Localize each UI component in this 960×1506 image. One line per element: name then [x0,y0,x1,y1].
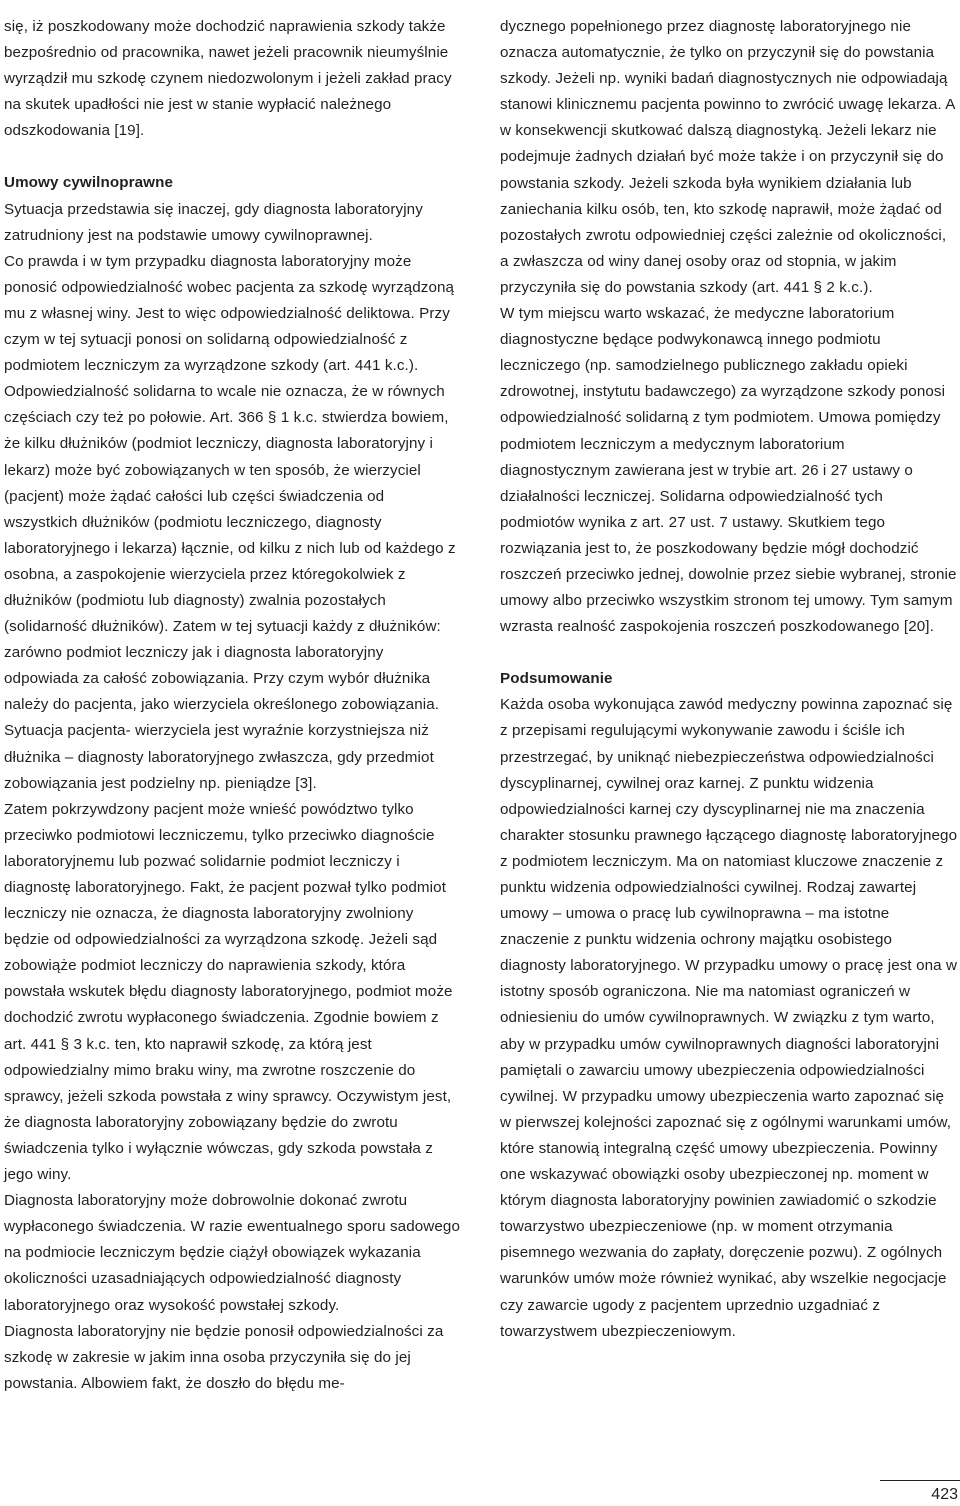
paragraph: Każda osoba wykonująca zawód medyczny powinna zapoznać się z przepisami regulującymi wykonywanie zawodu i ściśle ich przestrzegać, by uniknąć niebezpieczeństwa odpowiedzialności dyscyplinarnej, cywilnej oraz karnej. Z punktu widzenia odpowiedzialności karnej czy dyscyplinarnej nie ma znaczenia charakter stosunku prawnego łączącego diagnostę laboratoryjnego z podmiotem leczniczym. Ma on natomiast kluczowe znaczenie z punktu widzenia odpowiedzialności cywilnej. Rodzaj zawartej umowy – umowa o pracę lub cywilnoprawna – ma istotne znaczenie z punktu widzenia ochrony majątku osobistego diagnosty laboratoryjnego. W przypadku umowy o pracę jest ona w istotny sposób ograniczona. Nie ma natomiast ograniczeń w odniesieniu do umów cywilnoprawnych. W związku z tym warto, aby w przypadku umów cywilnoprawnych diagności laboratoryjni pamiętali o zawarciu umowy ubezpieczenia odpowiedzialności cywilnej. W przypadku umowy ubezpieczenia warto zapoznać się w pierwszej kolejności zapoznać się z ogólnymi warunkami umów, które stanowią integralną część umowy ubezpieczenia. Powinny one wskazywać obowiązki osoby ubezpieczonej np. moment w którym diagnosta laboratoryjny powinien zawiadomić o szkodzie towarzystwo ubezpieczeniowe (np. w moment otrzymania pisemnego wezwania do zapłaty, doręczenie pozwu). Z ogólnych warunków umów może również wynikać, aby wszelkie negocjacje czy zawarcie ugody z pacjentem uprzednio uzgadniać z towarzystwem ubezpieczeniowym. [500,696,958,1340]
paragraph: się, iż poszkodowany może dochodzić naprawienia szkody także bezpośrednio od pracownika, nawet jeżeli pracownik nieumyślnie wyrządził mu szkodę czynem niedozwolonym i jeżeli zakład pracy na skutek upadłości nie jest w stanie wypłacić należnego odszkodowania [19]. [4,18,452,140]
paragraph-gap [4,144,462,170]
paragraph-gap [500,640,958,666]
page-number: 423 [931,1486,958,1503]
left-column [4,14,462,1397]
right-column [500,14,958,1345]
section-heading: Podsumowanie [500,670,613,688]
paragraph: Zatem pokrzywdzony pacjent może wnieść powództwo tylko przeciwko podmiotowi leczniczemu, tylko przeciwko diagnoście laboratoryjnemu lub pozwać solidarnie podmiot leczniczy i diagnostę laboratoryjnego. Fakt, że pacjent pozwał tylko podmiot leczniczy nie oznacza, że diagnosta laboratoryjny zwolniony będzie od odpowiedzialności za wyrządzona szkodę. Jeżeli sąd zobowiąże podmiot leczniczy do naprawienia szkody, która powstała wskutek błędu diagnosty laboratoryjnego, podmiot może dochodzić zwrotu wypłaconego świadczenia. Zgodnie bowiem z art. 441 § 3 k.c. ten, kto naprawił szkodę, za którą jest odpowiedzialny mimo braku winy, ma zwrotne roszczenie do sprawcy, jeżeli szkoda powstała z winy sprawcy. Oczywistym jest, że diagnosta laboratoryjny zobowiązany będzie do zwrotu świadczenia tylko i wyłącznie wówczas, gdy szkoda powstała z jego winy. [4,800,453,1184]
paragraph: W tym miejscu warto wskazać, że medyczne laboratorium diagnostyczne będące podwykonawcą innego podmiotu leczniczego (np. samodzielnego publicznego zakładu opieki zdrowotnej, instytutu badawczego) za wyrządzone szkody ponosi odpowiedzialność solidarną z tym podmiotem. Umowa pomiędzy podmiotem leczniczym a medycznym laboratorium diagnostycznym zawierana jest w trybie art. 26 i 27 ustawy o działalności leczniczej. Solidarna odpowiedzialność tych podmiotów wynika z art. 27 ust. 7 ustawy. Skutkiem tego rozwiązania jest to, że poszkodowany będzie mógł dochodzić roszczeń przeciwko jednej, dowolnie przez siebie wybranej, stronie umowy albo przeciwko wszystkim stronom tej umowy. Tym samym wzrasta realność zaspokojenia roszczeń poszkodowanego [20]. [500,305,957,636]
paragraph: Diagnosta laboratoryjny może dobrowolnie dokonać zwrotu wypłaconego świadczenia. W razie ewentualnego sporu sadowego na podmiocie leczniczym będzie ciążył obowiązek wykazania okoliczności uzasadniających odpowiedzialność diagnosty laboratoryjnego oraz wysokość powstałej szkody. [4,1192,460,1314]
page-number-rule [880,1480,960,1481]
paragraph: dycznego popełnionego przez diagnostę laboratoryjnego nie oznacza automatycznie, że tylko on przyczynił się do powstania szkody. Jeżeli np. wyniki badań diagnostycznych nie odpowiadają stanowi klinicznemu pacjenta powinno to zwrócić uwagę lekarza. A w konsekwencji skutkować dalszą diagnostyką. Jeżeli lekarz nie podejmuje żadnych działań być może także i on przyczynił się do powstania szkody. Jeżeli szkoda była wynikiem działania lub zaniechania kilku osób, ten, kto szkodę naprawił, może żądać od pozostałych zwrotu odpowiedniej części zależnie od okoliczności, a zwłaszcza od winy danej osoby oraz od stopnia, w jakim przyczyniła się do powstania szkody (art. 441 § 2 k.c.). [500,18,955,296]
section-heading: Umowy cywilnoprawne [4,174,173,192]
paragraph: Co prawda i w tym przypadku diagnosta laboratoryjny może ponosić odpowiedzialność wobec pacjenta za szkodę wyrządzoną mu z własnej winy. Jest to więc odpowiedzialność deliktowa. Przy czym w tej sytuacji ponosi on solidarną odpowiedzialność z podmiotem leczniczym za wyrządzone szkody (art. 441 k.c.). Odpowiedzialność solidarna to wcale nie oznacza, że w równych częściach czy też po połowie. Art. 366 § 1 k.c. stwierdza bowiem, że kilku dłużników (podmiot leczniczy, diagnosta laboratoryjny i lekarz) może być zobowiązanych w ten sposób, że wierzyciel (pacjent) może żądać całości lub części świadczenia od wszystkich dłużników (podmiotu leczniczego, diagnosty laboratoryjnego i lekarza) łącznie, od kilku z nich lub od każdego z osobna, a zaspokojenie wierzyciela przez któregokolwiek z dłużników (podmiotu lub diagnosty) zwalnia pozostałych (solidarność dłużników). Zatem w tej sytuacji każdy z dłużników: zarówno podmiot leczniczy jak i diagnosta laboratoryjny odpowiada za całość zobowiązania. Przy czym wybór dłużnika należy do pacjenta, jako wierzyciela określonego zobowiązania. Sytuacja pacjenta- wierzyciela jest wyraźnie korzystniejsza niż dłużnika – diagnosty laboratoryjnego zwłaszcza, gdy przedmiot zobowiązania jest podzielny np. pieniądze [3]. [4,252,456,792]
paragraph: Diagnosta laboratoryjny nie będzie ponosił odpowiedzialności za szkodę w zakresie w jakim inna osoba przyczyniła się do jej powstania. Albowiem fakt, że doszło do błędu me- [4,1322,444,1392]
paragraph: Sytuacja przedstawia się inaczej, gdy diagnosta laboratoryjny zatrudniony jest na podstawie umowy cywilnoprawnej. [4,200,423,244]
